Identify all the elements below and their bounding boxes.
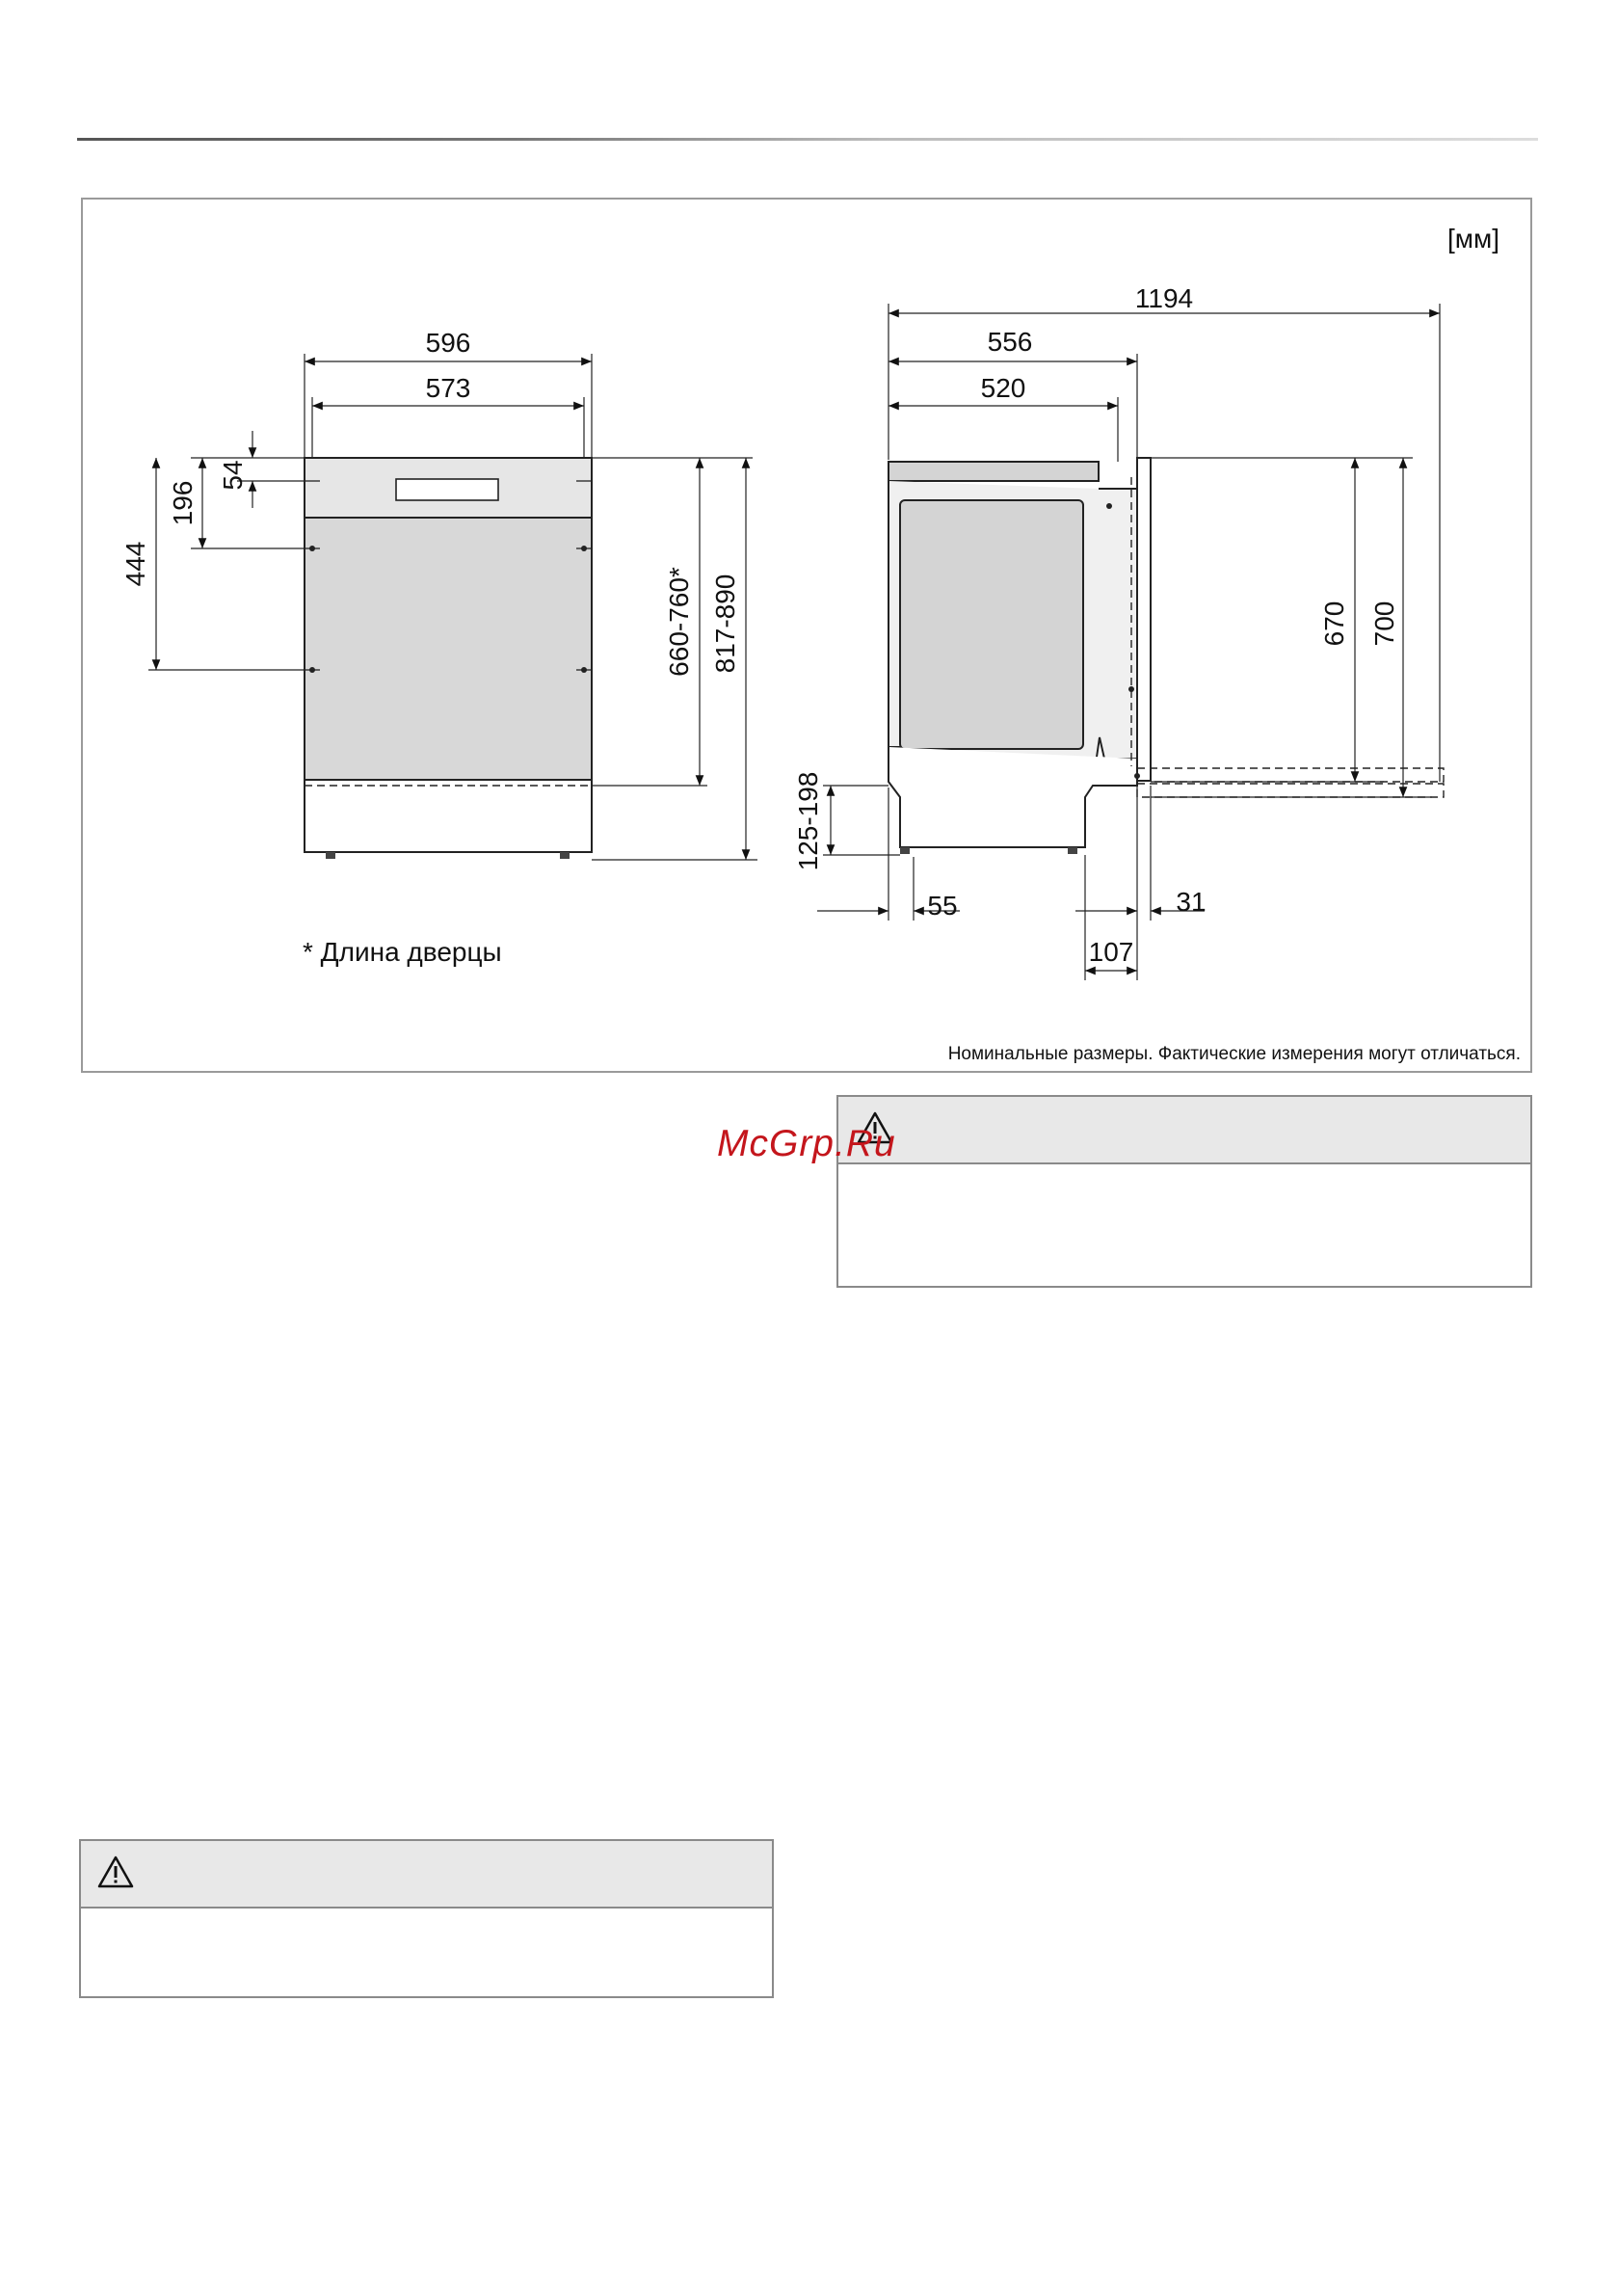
plinth: [305, 780, 592, 852]
panel-height-label: 54: [218, 460, 248, 491]
unit-label: [мм]: [1446, 224, 1499, 254]
total-height-label: 817-890: [710, 574, 740, 674]
plinth-offset-label: 55: [927, 891, 958, 921]
display-window: [396, 479, 498, 500]
depth-total-label: 556: [987, 327, 1033, 357]
upper-bracket-label: 196: [168, 480, 198, 526]
door-overhang-label: 107: [1088, 937, 1134, 967]
door-length-label: 660-760*: [664, 567, 694, 677]
width-outer-label: 596: [425, 328, 471, 358]
side-view: [817, 304, 1444, 980]
footnote: * Длина дверцы: [303, 937, 502, 967]
door-gap-label: 31: [1176, 887, 1207, 917]
lower-bracket-label: 444: [120, 541, 150, 587]
depth-open-label: 1194: [1134, 283, 1194, 313]
door-panel: [305, 518, 592, 780]
warning-header: [81, 1841, 772, 1909]
height-700-label: 700: [1369, 601, 1399, 647]
warning-box-left: [79, 1839, 774, 1998]
dimension-diagram: [81, 198, 1532, 1073]
width-inner-label: 573: [425, 373, 471, 403]
door-profile: [1137, 458, 1151, 781]
disclaimer: Номинальные размеры. Фактические измерения могут отличаться.: [947, 1044, 1521, 1064]
warning-header: [838, 1097, 1530, 1164]
warning-triangle-icon: [96, 1855, 135, 1889]
plinth-height-label: 125-198: [793, 771, 823, 871]
height-670-label: 670: [1319, 601, 1349, 647]
tub: [900, 500, 1083, 749]
watermark: McGrp.Ru: [717, 1123, 896, 1164]
warning-box-right: [836, 1095, 1532, 1288]
header-rule: [77, 138, 1538, 141]
top-rack: [889, 462, 1099, 481]
depth-body-label: 520: [980, 373, 1026, 403]
dimension-drawing: [83, 200, 1534, 1075]
